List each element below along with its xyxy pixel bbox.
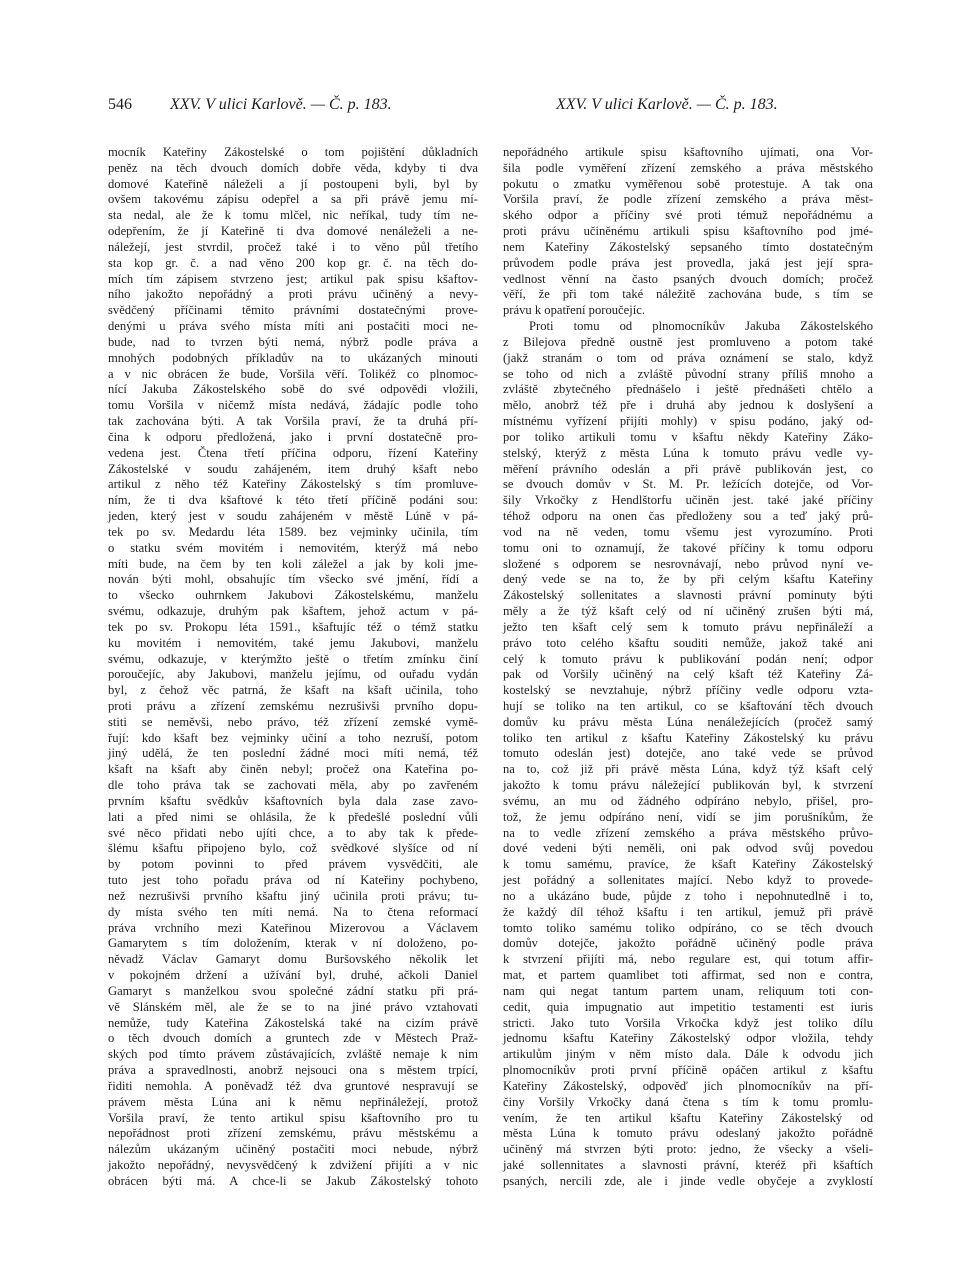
text-line: z Bilejova předně oustně jest promluveno a potom také bbox=[503, 334, 873, 349]
text-line: cedit, quia impugnatio aut impetitio testamenti est iuris bbox=[503, 999, 873, 1014]
text-line: řují: kdo kšaft bez vejminky učiní a toho nezruší, potom bbox=[108, 730, 478, 745]
text-line: lati a před nimi se ohlásila, že k předešlé poslední vůli bbox=[108, 809, 478, 824]
text-line: mat, et partem quamlibet toti affirmat, sed non e contra, bbox=[503, 968, 873, 983]
text-line: tomto toliko samému toliko odpíráno, co se těch dvouch bbox=[503, 920, 873, 935]
text-line: toliko ten artikul z kšaftu Kateřiny Zákostelský ku právu bbox=[503, 730, 873, 745]
text-line: por toliko artikuli tomu v kšaftu někdy Kateřiny Záko- bbox=[503, 429, 873, 444]
text-line: Kateřiny Zákostelský, odpověď jich plnomocníkův na pří- bbox=[503, 1078, 873, 1093]
text-line: na to vedle zřízení zemského a práva městského průvo- bbox=[503, 825, 873, 840]
text-line: domův dotejče, jakožto pořádně učiněný podle práva bbox=[503, 936, 873, 951]
text-line: jakožto k tomu právu náležející publikován byl, k stvrzení bbox=[503, 778, 873, 793]
text-line: svému, odkazuje, v kterýmžto ještě o třetím zmínku činí bbox=[108, 651, 478, 666]
text-line: že každý díl téhož kšaftu i ten artikul, jemuž při právě bbox=[503, 904, 873, 919]
text-line: činy Voršily Vrkočky daná čtena s tím k tomu promlu- bbox=[503, 1094, 873, 1109]
text-line: něvadž Václav Gamaryt domu Buršovského několik let bbox=[108, 952, 478, 967]
text-line: svému, an mu od žádného odpíráno nebylo, přišel, pro- bbox=[503, 793, 873, 808]
text-line: šily Vrkočky z Hendlštorfu učiněn jest. také jaké příčiny bbox=[503, 493, 873, 508]
text-line: svému, odkazuje, druhým pak kšaftem, jehož actum v pá- bbox=[108, 604, 478, 619]
text-line: tek po sv. Prokopu léta 1591., kšaftujíc též o témž statku bbox=[108, 619, 478, 634]
text-line: psaných, nercili zde, ale i jinde vedle obyčeje a zvyklostí bbox=[503, 1173, 873, 1188]
text-line: náležejí, jest stvrdil, pročež také i to věno půl třetího bbox=[108, 239, 478, 254]
text-line: nepořádnost proti zřízení zemskému, právu městskému a bbox=[108, 1126, 478, 1141]
text-line: Voršila praví, že tento artikul spisu kšaftovního pro tu bbox=[108, 1110, 478, 1125]
text-line: téhož odporu na onen čas předloženy sou a teď jaký prů- bbox=[503, 509, 873, 524]
text-line: mocník Kateřiny Zákostelské o tom pojištění důkladních bbox=[108, 145, 478, 159]
text-line: jeden, který jest v soudu zahájeném v městě Lúně v pá- bbox=[108, 509, 478, 524]
text-line: pokutu o zmatku vyměřenou sobě protestuje. A tak ona bbox=[503, 176, 873, 191]
text-line: dle toho práva tak se zachovati měla, aby po zavřeném bbox=[108, 778, 478, 793]
text-line: kostelský se nevztahuje, nýbrž příčiny vedle odporu vzta- bbox=[503, 683, 873, 698]
text-line: nící Jakuba Zákostelského sobě do své odpovědi vložili, bbox=[108, 382, 478, 397]
text-line: řiditi nemohla. A poněvadž též dva gruntové nespravují se bbox=[108, 1078, 478, 1093]
text-line: města Lúna k tomuto právu odeslaný jakožto pořádně bbox=[503, 1126, 873, 1141]
text-line: tož, že jemu odpíráno není, vidí se jim porušníkům, že bbox=[503, 809, 873, 824]
left-text-column bbox=[108, 145, 478, 1190]
right-text-column bbox=[503, 145, 873, 1190]
text-line: celý k tomuto právu k publikování podán není; odpor bbox=[503, 651, 873, 666]
text-line: obrácen býti má. A chce-li se Jakub Zákostelský tohoto bbox=[108, 1173, 478, 1188]
text-line: artikulům jiným v něm místo dala. Dále k odvodu jich bbox=[503, 1047, 873, 1062]
text-line: Zákostelské v soudu zahájeném, item druhý kšaft nebo bbox=[108, 461, 478, 476]
text-line: stelský, kterýž z města Lúna k tomuto právu vedle vy- bbox=[503, 445, 873, 460]
text-line: nován býti mohl, obsahujíc tím všecko své jmění, řídí a bbox=[108, 572, 478, 587]
text-line: jednomu kšaftu Kateřiny Zákostelský odpor vložila, tehdy bbox=[503, 1031, 873, 1046]
text-line: věří, že při tom také náležitě zachována bude, s tím se bbox=[503, 287, 873, 302]
text-line: jaké sollennitates a slavnosti právní, kteréž při kšaftích bbox=[503, 1158, 873, 1172]
text-line: sta nedal, ale že k tomu mlčel, nic neříkal, tudy tím ne- bbox=[108, 208, 478, 223]
text-line: vě Slánském měl, ale že se to na jiné právo vztahovati bbox=[108, 999, 478, 1014]
text-line: mích tím zápisem stvrzeno jest; artikul pak spisu kšaftov- bbox=[108, 271, 478, 286]
text-line: pak od Voršily učiněný na celý kšaft též Kateřiny Zá- bbox=[503, 667, 873, 682]
text-line: plnomocníkův proti první příčině opáčen artikul z kšaftu bbox=[503, 1063, 873, 1078]
text-line: sta kop gr. č. a nad věno 200 kop gr. č. na těch do- bbox=[108, 255, 478, 270]
text-line: (jakž stranám o tom od práva oznámení se stalo, když bbox=[503, 350, 873, 365]
text-line: byl, z čehož věc patrná, že kšaft na kšaft učinila, toho bbox=[108, 683, 478, 698]
text-line: než nezrušivši prvního kšaftu jiný učinila proti právu; tu- bbox=[108, 888, 478, 903]
text-line: proti právu učiněnému artikuli spisu kšaftovního pod jmé- bbox=[503, 224, 873, 239]
text-line: ovšem takovému zápisu odepřel a sa při právě jemu mí- bbox=[108, 192, 478, 207]
text-line: práva vrchního mezi Kateřinou Mizerovou a Václavem bbox=[108, 920, 478, 935]
text-line: domové Kateřině náleželi a jí postoupeni byli, byl by bbox=[108, 176, 478, 191]
text-line: šlému kšaftu připojeno bylo, což svědkové slyšíce od ní bbox=[108, 841, 478, 856]
text-line: svědčený příčinami těmito právními dostatečnými prove- bbox=[108, 303, 478, 318]
text-line: složené s odporem se nesrovnávají, nebo průvod nyní ve- bbox=[503, 556, 873, 571]
text-line: nam qui negat tantum partem unam, reliquum toti con- bbox=[503, 983, 873, 998]
text-line: dové vedeni býti neměli, oni pak odvod svůj povedou bbox=[503, 841, 873, 856]
text-line: o statku svém movitém i nemovitém, kterýž má nebo bbox=[108, 540, 478, 555]
text-line: nem Kateřiny Zákostelský sepsaného tímto dostatečným bbox=[503, 239, 873, 254]
text-line: Voršila praví, že podle zřízení zemského a práva měst- bbox=[503, 192, 873, 207]
text-line: ním, že ti dva kšaftové k této třetí příčině podáni sou: bbox=[108, 493, 478, 508]
text-line: měly a že týž kšaft celý od ní učiněný zrušen býti má, bbox=[503, 604, 873, 619]
text-line: mnohých podobných příkladův na to ukázaných minouti bbox=[108, 350, 478, 365]
text-line: se dvouch domův v St. M. Pr. ležících dotejče, od Vor- bbox=[503, 477, 873, 492]
text-line: míti bude, na čem by ten koli záležel a jak by koli jme- bbox=[108, 556, 478, 571]
text-line: tuto jest toho pořadu práva od ní Kateřiny pochybeno, bbox=[108, 873, 478, 888]
header-title-left: XXV. V ulici Karlově. — Č. p. 183. bbox=[170, 96, 392, 113]
text-line: ského odpor a příčiny své proti témuž nepořádnému a bbox=[503, 208, 873, 223]
text-line: právo toto celého kšaftu souditi nemůže, jakož také ani bbox=[503, 635, 873, 650]
text-line: mělo, anobrž též pře i druhá aby jednou k doslyšení a bbox=[503, 398, 873, 413]
text-line: jakožto nepořádný, nevysvědčený k zdvižení přijíti a v nic bbox=[108, 1158, 478, 1172]
text-line: kšaft na kšaft aby činěn nebyl; pročež ona Kateřina po- bbox=[108, 762, 478, 777]
text-line: nálezům ukázaným učiněný postačiti moci nebude, nýbrž bbox=[108, 1142, 478, 1157]
text-line: vením, že ten artikul kšaftu Kateřiny Zákostelský od bbox=[503, 1110, 873, 1125]
text-line: jiný udělá, že ten poslední žádné moci míti nemá, též bbox=[108, 746, 478, 761]
text-line: o těch dvouch domích a gruntech zde v Městech Praž- bbox=[108, 1031, 478, 1046]
text-line: čina k odporu předložená, jako i první dostatečně pro- bbox=[108, 429, 478, 444]
text-line: zvláště zbytečného přednášelo i ještě přednášeti chtělo a bbox=[503, 382, 873, 397]
text-line: se toho od nich a zvláště původní strany příliš mnoho a bbox=[503, 366, 873, 381]
text-line: prvním kšaftu svědkův kšaftovních byla dala zase zavo- bbox=[108, 793, 478, 808]
text-line: odepřením, že jí Kateřině ti dva domové nenáleželi a ne- bbox=[108, 224, 478, 239]
text-line: právem města Lúna ani k němu nepřináležejí, protož bbox=[108, 1094, 478, 1109]
text-line: peněz na těch dvouch domích dobře věda, kdyby ti dva bbox=[108, 160, 478, 175]
text-line: nemůže, tudy Kateřina Zákostelská také na cizím právě bbox=[108, 1015, 478, 1030]
text-line: proti právu a zřízení zemskému nezrušivši prvního dopu- bbox=[108, 698, 478, 713]
text-line: šila podle vyměření zřízení zemského a práva městského bbox=[503, 160, 873, 175]
text-line: ku movitém i nemovitém, také jemu Jakubovi, manželu bbox=[108, 635, 478, 650]
text-line: by potom povinni to před právem vysvědčiti, ale bbox=[108, 857, 478, 872]
header-title-right: XXV. V ulici Karlově. — Č. p. 183. bbox=[556, 96, 778, 113]
text-line: ských pod tímto právem zůstávajících, zvláště nemaje k nim bbox=[108, 1047, 478, 1062]
running-header bbox=[0, 96, 960, 120]
text-line: Gamaryt s manželkou svou společné zádní statku při prá- bbox=[108, 983, 478, 998]
text-line: tomu Voršila v ničemž místa nedává, žádajíc podle toho bbox=[108, 398, 478, 413]
text-line: vedlnost věnní na často psaných dvouch domích; pročež bbox=[503, 271, 873, 286]
text-line: tak zachována býti. A tak Voršila praví, že ta druhá pří- bbox=[108, 414, 478, 429]
text-line: stricti. Jako tuto Voršila Vrkočka když jest toliko dílu bbox=[503, 1015, 873, 1030]
text-line: stiti se neměvši, nebo právo, též zřízení zemské vymě- bbox=[108, 714, 478, 729]
text-line: dy místa svého ten míti nemá. Na to čtena reformací bbox=[108, 904, 478, 919]
text-line: no a ukázáno bude, půjde z toho i nepohnutedlně i to, bbox=[503, 888, 873, 903]
text-line: bude, nad to tvrzen býti nemá, nýbrž podle práva a bbox=[108, 334, 478, 349]
text-line: ježto ten kšaft celý sem k tomuto právu nepřináleží a bbox=[503, 619, 873, 634]
text-line: tomuto odeslán jest) dotejče, ano také vede se průvod bbox=[503, 746, 873, 761]
text-line: ního jakožto nepořádný a proti právu učiněný a nevy- bbox=[108, 287, 478, 302]
text-line: tek po sv. Medardu léta 1589. bez vejminky učinila, tím bbox=[108, 524, 478, 539]
text-line: své něco přidati nebo ujíti chce, a to aby tak k přede- bbox=[108, 825, 478, 840]
text-line: v pokojném držení a užívání byl, druhé, ačkoli Daniel bbox=[108, 968, 478, 983]
text-line: vod na ně veden, tomu všemu jest vyrozumíno. Proti bbox=[503, 524, 873, 539]
page-number: 546 bbox=[108, 96, 132, 113]
text-line: artikul z něho též Kateřiny Zákostelský s tím promluve- bbox=[108, 477, 478, 492]
text-line: hují se toliko na ten artikul, co se kšaftování těch dvouch bbox=[503, 698, 873, 713]
text-line: Gamarytem s tím doložením, kterak v ní doloženo, po- bbox=[108, 936, 478, 951]
text-line: denými u práva svého místa míti ani postačiti moci ne- bbox=[108, 319, 478, 334]
text-line: Proti tomu od plnomocníkův Jakuba Zákostelského bbox=[529, 319, 873, 334]
text-line: a v nic obrácen že bude, Voršila věří. Tolikéž co plnomoc- bbox=[108, 366, 478, 381]
text-line: tomu oni to oznamují, že takové příčiny k tomu odporu bbox=[503, 540, 873, 555]
text-line: poroučejíc, aby Jakubovi, manželu jejímu, od ouřadu vydán bbox=[108, 667, 478, 682]
text-line: to všecko ouhrnkem Jakubovi Zákostelskému, manželu bbox=[108, 588, 478, 603]
text-line: jest pořádný a sollenitates mající. Nebo když to provede- bbox=[503, 873, 873, 888]
text-line: nepořádného artikule spisu kšaftovního ujímati, ona Vor- bbox=[503, 145, 873, 159]
text-line: domův ku právu města Lúna nenáležejících (pročež samý bbox=[503, 714, 873, 729]
text-line: práva a spravedlnosti, anobrž nejsouci ona s městem trpící, bbox=[108, 1063, 478, 1078]
text-line: měření právního odeslán a při právě publikován jest, co bbox=[503, 461, 873, 476]
text-line: k stvrzení přijíti má, nebo regulare est, qui totum affir- bbox=[503, 952, 873, 967]
text-line: na to, což již při právě města Lúna, když týž kšaft celý bbox=[503, 762, 873, 777]
text-line: dený vede se na to, že by při celým kšaftu Kateřiny bbox=[503, 572, 873, 587]
text-line: k tomu samému, pravíce, že kšaft Kateřiny Zákostelský bbox=[503, 857, 873, 872]
text-line: Zákostelský sollenitates a slavnosti právní pominuty býti bbox=[503, 588, 873, 603]
text-line: vedena jest. Čtena třetí příčina odporu, řízení Kateřiny bbox=[108, 445, 478, 460]
text-line: průvodem podle práva jest provedla, jaká jest její spra- bbox=[503, 255, 873, 270]
text-line: právu k opatření poroučejíc. bbox=[503, 303, 645, 318]
text-line: učiněný má stvrzen býti proto: jedno, že všecky a všeli- bbox=[503, 1142, 873, 1157]
text-line: místnému vyřízení přijíti mohly) v spisu podáno, jaký od- bbox=[503, 414, 873, 429]
